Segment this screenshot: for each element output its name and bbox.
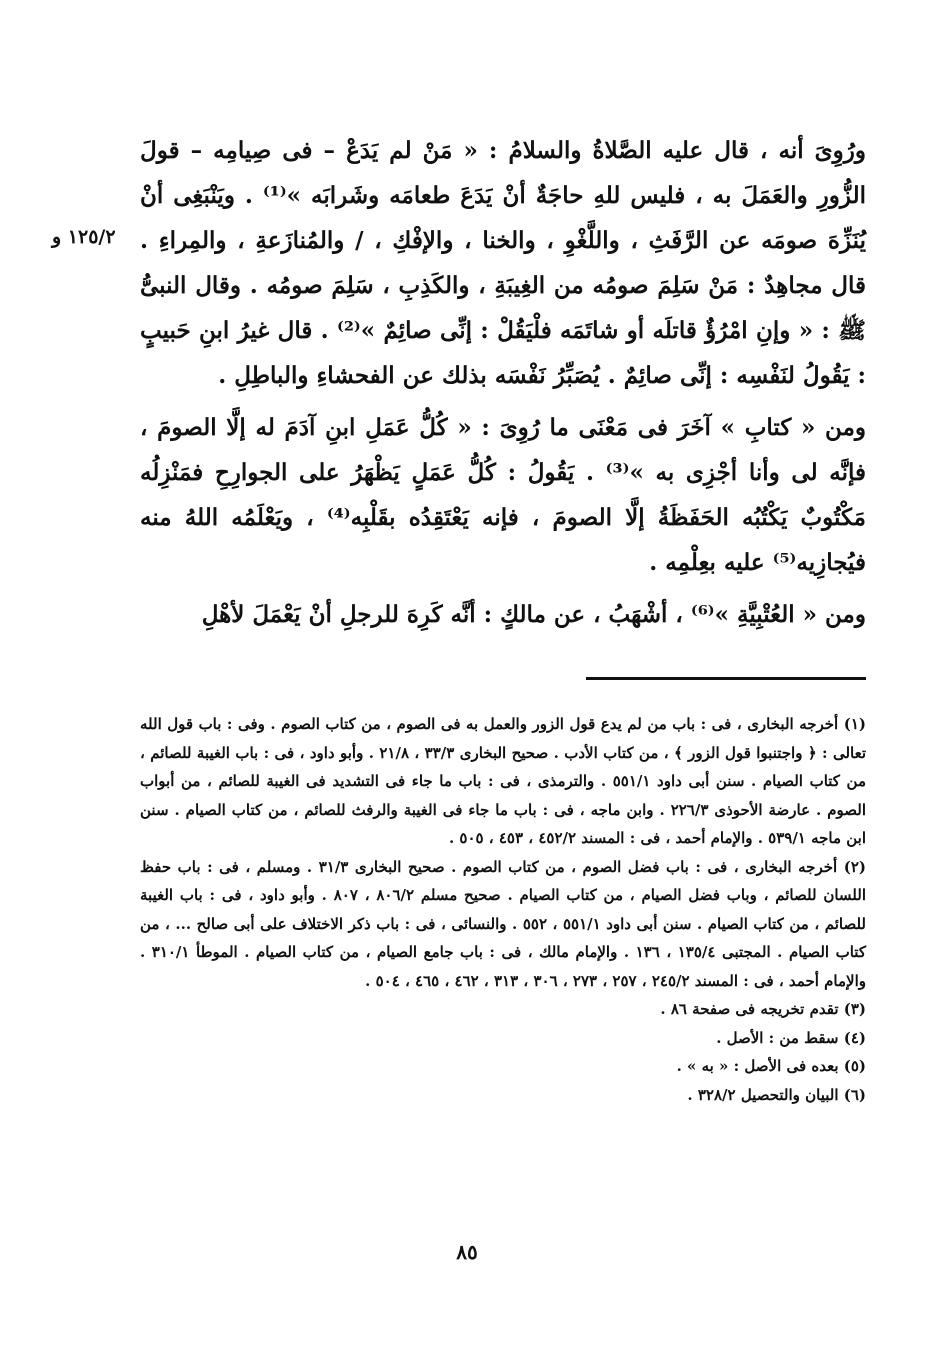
footnote-1: (١) أخرجه البخارى ، فى : باب من لم يدع قول الزور والعمل به فى الصوم ، من كتاب الصوم . وفى : باب قول الله تعالى : ﴿ واجتنبوا قول الزور ﴾ ، من كتاب الأدب . صحيح البخارى ٣٣/٣ ، ٢١/٨ . وأبو داود ، فى : باب الغيبة للصائم ، من كتاب الصيام . سنن أبى داود ٥٥١/١ . والترمذى ، فى : باب ما جاء فى التشديد فى الغيبة للصائم ، من أبواب الصوم . عارضة الأحوذى ٢٢٦/٣ . وابن ماجه ، فى : باب ما جاء فى الغيبة والرفث للصائم ، من كتاب الصيام . سنن ابن ماجه ٥٣٩/١ . والإمام أحمد ، فى : المسند ٤٥٢/٢ ، ٤٥٣ ، ٥٠٥ . bbox=[140, 715, 866, 847]
footnote-2: (٢) أخرجه البخارى ، فى : باب فضل الصوم ، من كتاب الصوم . صحيح البخارى ٣١/٣ . ومسلم ، فى : باب حفظ اللسان للصائم ، وباب فضل الصيام ، من كتاب الصيام . صحيح مسلم ٨٠٦/٢ ، ٨٠٧ . وأبو داود ، فى : باب الغيبة للصائم ، من كتاب الصيام . سنن أبى داود ٥٥١/١ ، ٥٥٢ . والنسائى ، فى : باب ذكر الاختلاف على أبى صالح ... ، من كتاب الصيام . المجتبى ١٣٥/٤ ، ١٣٦ . والإمام مالك ، فى : باب جامع الصيام ، من كتاب الصيام . الموطأ ٣١٠/١ . والإمام أحمد ، فى : المسند ٢٤٥/٢ ، ٢٥٧ ، ٢٧٣ ، ٣٠٦ ، ٣١٣ ، ٤٦٢ ، ٤٦٥ ، ٥٠٤ . bbox=[140, 857, 867, 990]
footnote-4: (٤) سقط من : الأصل . bbox=[716, 1028, 866, 1047]
footnote-separator bbox=[586, 677, 866, 680]
margin-reference: ١٢٥/٢ و bbox=[52, 226, 116, 248]
footnotes bbox=[140, 710, 866, 1109]
paragraph-3: ومن « العُتْبِيَّةِ »⁽⁶⁾ ، أشْهَبُ ، عن مالكٍ : أنَّه كَرِهَ للرجلِ أنْ يَعْمَلَ لأهْلِ bbox=[201, 601, 866, 628]
main-text bbox=[140, 128, 866, 644]
paragraph-2: ومن « كتابِ » آخَرَ فى مَعْنَى ما رُوِىَ : « كُلُّ عَمَلِ ابنِ آدَمَ له إلَّا الصومَ ، فإنَّه لى وأنا أجْزِى به »⁽³⁾ . يَقُولُ : كُلُّ عَمَلٍ يَظْهَرُ على الجوارِحِ فمَنْزِلُه مَكْتُوبٌ يَكْتُبُه الحَفَظَةُ إلَّا الصومَ ، فإنه يَعْتَقِدُه بقَلْبِه⁽⁴⁾ ، ويَعْلَمُه اللهُ منه فيُجازِيه⁽⁵⁾ عليه بعِلْمِه . bbox=[140, 414, 866, 576]
footnote-5: (٥) بعده فى الأصل : « به » . bbox=[676, 1057, 866, 1075]
footnote-6: (٦) البيان والتحصيل ٣٢٨/٢ . bbox=[687, 1085, 866, 1104]
footnote-3: (٣) تقدم تخريجه فى صفحة ٨٦ . bbox=[660, 1000, 866, 1018]
page-number: ٨٥ bbox=[456, 1240, 478, 1264]
paragraph-1: ورُوِىَ أنه ، قال عليه الصَّلاةُ والسلامُ : « مَنْ لم يَدَعْ – فى صِيامِه – قولَ الزُّورِ والعَمَلَ به ، فليس للهِ حاجَةٌ أنْ يَدَعَ طعامَه وشَرابَه »⁽¹⁾ . ويَنْبَغِى أنْ يُنَزِّهَ صومَه عن الرَّفَثِ ، واللَّغْوِ ، والخنا ، والإفْكِ ، / والمُنازَعةِ ، والمِراءِ . قال مجاهِدٌ : مَنْ سَلِمَ صومُه من الغِيبَةِ ، والكَذِبِ ، سَلِمَ صومُه . وقال النبىُّ ﷺ : « وإنِ امْرُؤٌ قاتلَه أو شاتَمَه فلْيَقُلْ : إنِّى صائِمٌ »⁽²⁾ . قال غيرُ ابنِ حَبيبٍ : يَقُولُ لنَفْسِه : إنِّى صائِمٌ . يُصَبِّرُ نَفْسَه بذلك عن الفحشاءِ والباطِلِ . bbox=[140, 137, 866, 389]
